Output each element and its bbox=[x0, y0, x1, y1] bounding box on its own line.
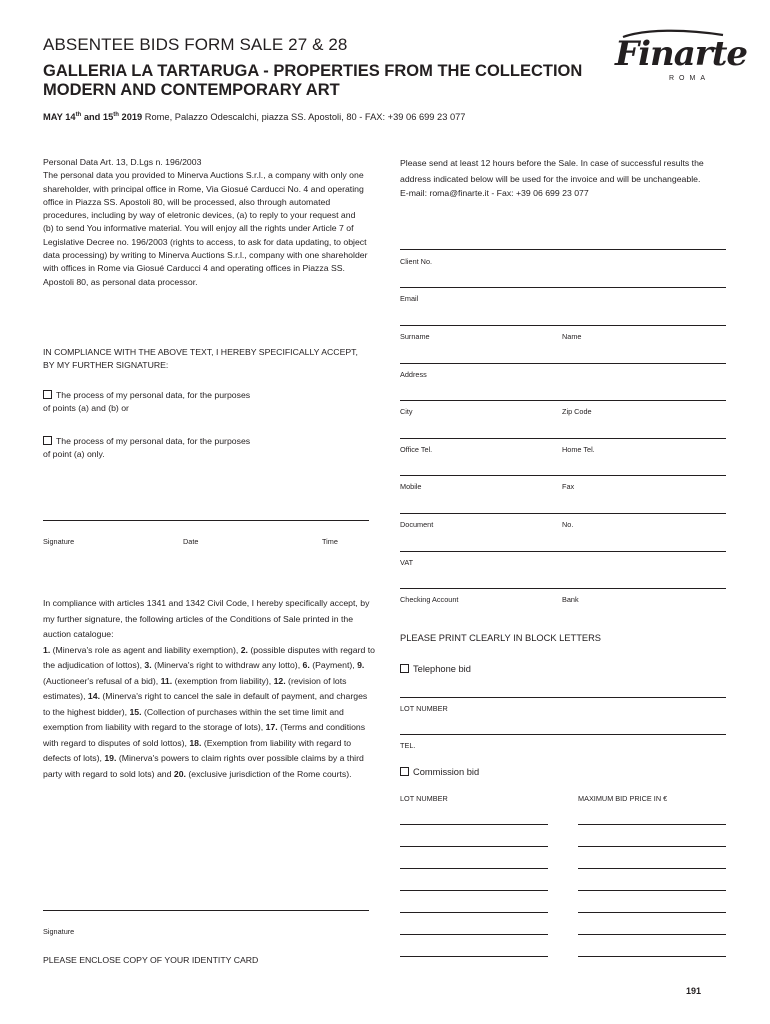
lot-entry-line[interactable] bbox=[400, 912, 548, 913]
time-label: Time bbox=[322, 537, 338, 546]
consent-option-1[interactable]: The process of my personal data, for the purposes of points (a) and (b) or bbox=[43, 390, 251, 414]
article-number: 6. bbox=[302, 660, 310, 670]
page-number: 191 bbox=[686, 986, 702, 996]
article-text: (revision of lots estimates), bbox=[43, 675, 347, 701]
name-label: Name bbox=[562, 332, 582, 341]
article-text: (exclusive jurisdiction of the Rome courts). bbox=[185, 768, 352, 779]
article-text: (Collection of purchases within the set time limit and exemption from liability with regard to the storage of lots), bbox=[43, 706, 344, 732]
commission-lot-number-label: LOT NUMBER bbox=[400, 794, 448, 803]
lot-entry-line[interactable] bbox=[400, 890, 548, 891]
enclose-id-notice: PLEASE ENCLOSE COPY OF YOUR IDENTITY CARD bbox=[43, 955, 259, 965]
svg-text:Finarte: Finarte bbox=[615, 34, 748, 74]
zip-label: Zip Code bbox=[562, 407, 592, 416]
civil-signature-label: Signature bbox=[43, 927, 75, 936]
date-label: Date bbox=[183, 537, 199, 546]
document-line[interactable] bbox=[400, 513, 726, 514]
surname-label: Surname bbox=[400, 332, 430, 341]
article-number: 2. bbox=[240, 644, 248, 655]
privacy-body: The personal data you provided to Minerva Auctions S.r.l., a company with only one shareholder, with principal office in Rome, Via Giosué Carducci No. 4 and operating office in Piazza SS. Apostoli 80, will be processed, also through automated procedures, including by way of eletronic devices, (a) to reply to your request and (b) to send You informative material. You will enjoy all the rights under Article 7 of Legislative Decree no. 196/2003 (rights to access, to ask for data updating, to object data processing) by writing to Minerva Auctions S.r.l., company with one shareholder with offices in Rome via Giosué Carducci 4 and operating offices in Piazza SS. Apostoli 80, as personal data processor. bbox=[43, 170, 368, 287]
article-text: (Minerva's powers to claim rights over possible claims by a third party with regard to sold lots) and bbox=[43, 753, 364, 779]
checkbox-icon[interactable] bbox=[43, 390, 52, 399]
article-text: (Minerva's right to cancel the sale in default of payment, and charges to the highest bidder), bbox=[43, 691, 368, 717]
article-number: 9. bbox=[357, 660, 365, 670]
office-tel-line[interactable] bbox=[400, 438, 726, 439]
article-number: 18. bbox=[189, 737, 202, 748]
bid-entry-line[interactable] bbox=[578, 956, 726, 957]
email-line[interactable] bbox=[400, 287, 726, 288]
article-number: 3. bbox=[144, 660, 152, 670]
print-notice: PLEASE PRINT CLEARLY IN BLOCK LETTERS bbox=[400, 633, 601, 643]
bid-entry-line[interactable] bbox=[578, 890, 726, 891]
article-number: 15. bbox=[129, 706, 142, 717]
signature-label: Signature bbox=[43, 537, 75, 546]
address-label: Address bbox=[400, 370, 427, 379]
mobile-line[interactable] bbox=[400, 475, 726, 476]
bid-entry-line[interactable] bbox=[578, 846, 726, 847]
compliance-text: IN COMPLIANCE WITH THE ABOVE TEXT, I HEREBY SPECIFICALLY ACCEPT, BY MY FURTHER SIGNATURE: bbox=[43, 347, 358, 371]
lot-entry-line[interactable] bbox=[400, 868, 548, 869]
checking-account-label: Checking Account bbox=[400, 595, 459, 604]
article-number: 14. bbox=[87, 691, 100, 701]
sale-title: GALLERIA LA TARTARUGA - PROPERTIES FROM THE COLLECTION MODERN AND CONTEMPORARY ART bbox=[43, 62, 583, 99]
article-text: (exemption from liability), bbox=[172, 675, 274, 686]
article-text: (Auctioneer's refusal of a bid), bbox=[43, 675, 161, 686]
max-bid-label: MAXIMUM BID PRICE IN € bbox=[578, 794, 668, 803]
article-text: (possible disputes with regard to the adjudication of lottos), bbox=[43, 644, 375, 670]
bank-label: Bank bbox=[562, 595, 579, 604]
checkbox-icon[interactable] bbox=[400, 664, 409, 673]
articles-list bbox=[43, 645, 375, 779]
tel-label: TEL. bbox=[400, 741, 416, 750]
svg-text:ROMA: ROMA bbox=[669, 75, 710, 82]
doc-no-label: No. bbox=[562, 520, 574, 529]
article-text: (Minerva's role as agent and liability exemption), bbox=[50, 644, 241, 655]
article-number: 11. bbox=[160, 675, 173, 686]
article-number: 1. bbox=[43, 644, 51, 655]
commission-bid-option[interactable]: Commission bid bbox=[400, 767, 479, 777]
send-text: Please send at least 12 hours before the Sale. In case of successful results the address indicated below will be used for the invoice and will be unchangeable. bbox=[400, 158, 704, 184]
lot-entry-line[interactable] bbox=[400, 956, 548, 957]
form-title: ABSENTEE BIDS FORM SALE 27 & 28 bbox=[43, 35, 348, 54]
office-tel-label: Office Tel. bbox=[400, 445, 433, 454]
article-number: 12. bbox=[273, 675, 286, 686]
checking-line[interactable] bbox=[400, 588, 726, 589]
surname-line[interactable] bbox=[400, 325, 726, 326]
client-no-line[interactable] bbox=[400, 249, 726, 250]
bid-entry-line[interactable] bbox=[578, 912, 726, 913]
lot-entry-line[interactable] bbox=[400, 846, 548, 847]
consent-option-2[interactable]: The process of my personal data, for the purposes of point (a) only. bbox=[43, 436, 251, 460]
bid-entry-line[interactable] bbox=[578, 824, 726, 825]
mobile-label: Mobile bbox=[400, 482, 422, 491]
checkbox-icon[interactable] bbox=[400, 767, 409, 776]
city-line[interactable] bbox=[400, 400, 726, 401]
client-no-label: Client No. bbox=[400, 257, 433, 266]
civil-signature-line[interactable] bbox=[43, 910, 369, 911]
finarte-logo bbox=[605, 27, 748, 85]
privacy-notice bbox=[43, 156, 368, 289]
contact-info: E-mail: roma@finarte.it - Fax: +39 06 699 23 077 bbox=[400, 188, 589, 198]
article-number: 19. bbox=[104, 753, 117, 763]
checkbox-icon[interactable] bbox=[43, 436, 52, 445]
email-label: Email bbox=[400, 294, 419, 303]
fax-label: Fax bbox=[562, 482, 575, 491]
bid-entry-line[interactable] bbox=[578, 868, 726, 869]
tel-number-line[interactable] bbox=[400, 734, 726, 735]
lot-entry-line[interactable] bbox=[400, 824, 548, 825]
home-tel-label: Home Tel. bbox=[562, 445, 595, 454]
article-text: (Minerva's right to withdraw any lotto), bbox=[151, 660, 303, 670]
lot-entry-line[interactable] bbox=[400, 934, 548, 935]
document-label: Document bbox=[400, 520, 434, 529]
lot-number-label: LOT NUMBER bbox=[400, 704, 448, 713]
article-number: 20. bbox=[173, 768, 186, 779]
tel-lot-line[interactable] bbox=[400, 697, 726, 698]
address-line[interactable] bbox=[400, 363, 726, 364]
vat-line[interactable] bbox=[400, 551, 726, 552]
article-text: (Payment), bbox=[309, 660, 358, 670]
article-text: (Terms and conditions with regard to disputes of sold lottos), bbox=[43, 722, 366, 748]
telephone-bid-option[interactable]: Telephone bid bbox=[400, 664, 471, 674]
consent-signature-line[interactable] bbox=[43, 520, 369, 521]
article-text: (Exemption from liability with regard to defects of lots), bbox=[43, 737, 352, 763]
vat-label: VAT bbox=[400, 558, 414, 567]
privacy-heading: Personal Data Art. 13, D.Lgs n. 196/2003 bbox=[43, 157, 202, 167]
send-instructions bbox=[400, 156, 730, 200]
bid-entry-line[interactable] bbox=[578, 934, 726, 935]
civil-code-acceptance: In compliance with articles 1341 and 1342 Civil Code, I hereby specifically accept, by my further signature, the following articles of the Conditions of Sale printed in the auction catalogue: 1. (Minerva's role as agent and liability exemption), 2. (possible disputes with regard to the adjudication of lottos), 3. (Minerva's right to withdraw any lotto), 6. (Payment), 9. (Auctioneer's refusal of a bid), 11. (exemption from liability), 12. (revision of lots estimates), 14. (Minerva's right to cancel the sale in default of payment, and charges to the highest bidder), 15. (Collection of purchases within the set time limit and exemption from liability with regard to the storage of lots), 17. (Terms and conditions with regard to disputes of sold lottos), 18. (Exemption from liability with regard to defects of lots), 19. (Minerva's powers to claim rights over possible claims by a third party with regard to sold lots) and 20. (exclusive jurisdiction of the Rome courts). bbox=[43, 598, 375, 779]
article-number: 17. bbox=[265, 722, 278, 732]
sale-date-venue: MAY 14th and 15th 2019 Rome, Palazzo Odescalchi, piazza SS. Apostoli, 80 - FAX: +39 06 699 23 077 bbox=[43, 112, 466, 123]
city-label: City bbox=[400, 407, 413, 416]
